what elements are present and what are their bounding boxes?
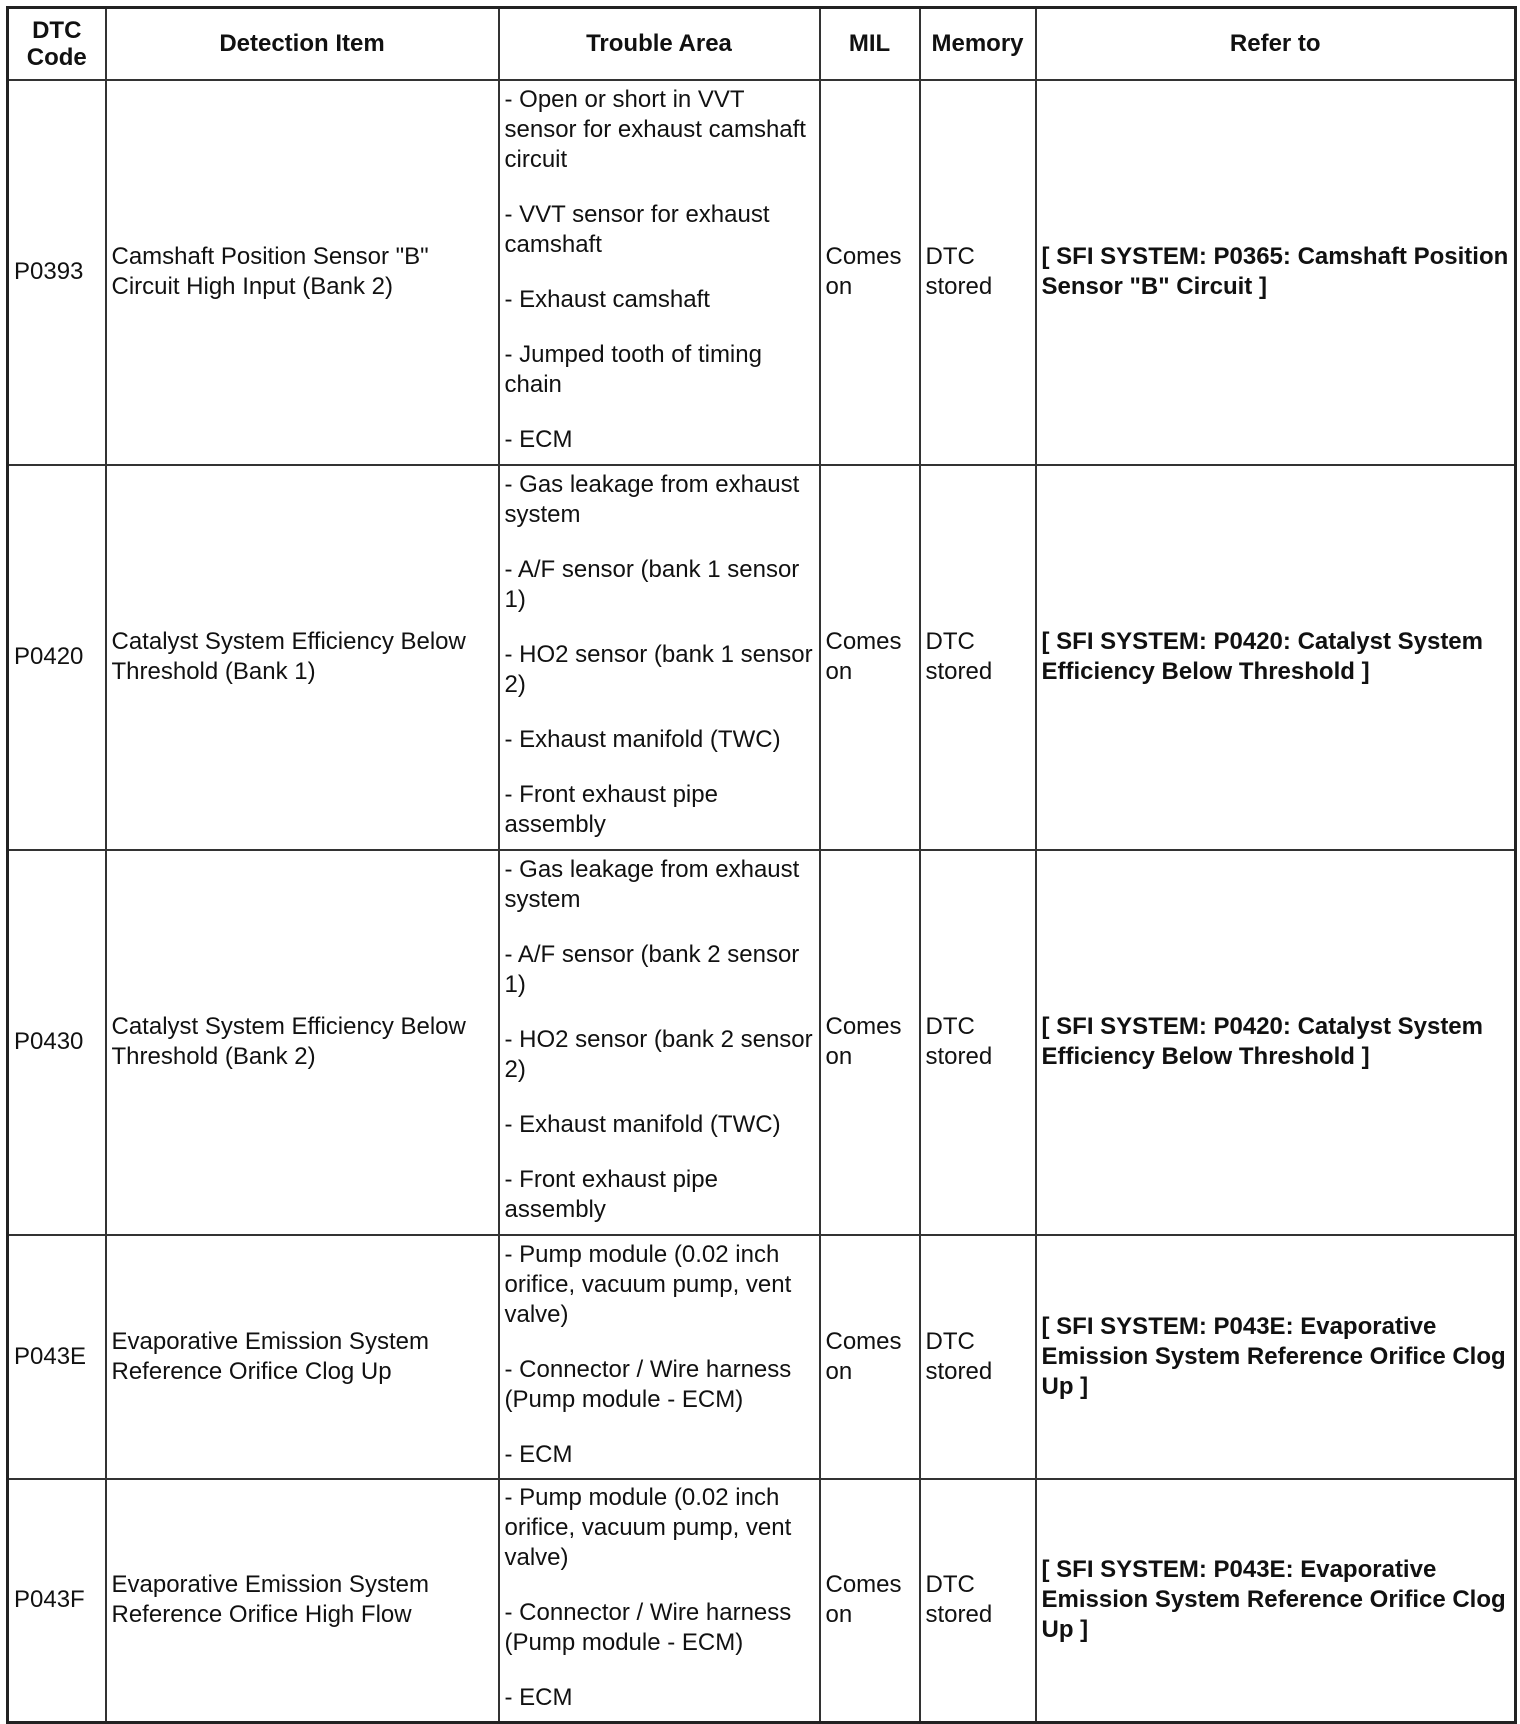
dtc-code: P043F [8, 1479, 106, 1723]
trouble-item: - Pump module (0.02 inch orifice, vacuum pump, vent valve) [504, 1240, 792, 1328]
refer-to-link[interactable]: [ SFI SYSTEM: P043E: Evaporative Emission System Reference Orifice Clog Up ] [1036, 1235, 1516, 1479]
trouble-area [499, 850, 820, 1235]
memory-status: DTC stored [920, 850, 1036, 1235]
mil-status: Comes on [820, 1479, 920, 1723]
table-row [8, 1479, 1516, 1723]
trouble-item: - A/F sensor (bank 1 sensor 1) [504, 556, 800, 613]
header-trouble-area: Trouble Area [499, 8, 820, 80]
trouble-item: - ECM [504, 1440, 573, 1468]
mil-status: Comes on [820, 850, 920, 1235]
table-row [8, 465, 1516, 850]
trouble-item: - A/F sensor (bank 2 sensor 1) [504, 941, 800, 998]
detection-item: Camshaft Position Sensor "B" Circuit High Input (Bank 2) [106, 80, 499, 465]
dtc-code: P0430 [8, 850, 106, 1235]
trouble-item: - Exhaust camshaft [504, 286, 710, 313]
dtc-code: P0393 [8, 80, 106, 465]
detection-item: Evaporative Emission System Reference Orifice High Flow [106, 1479, 499, 1723]
dtc-table [6, 6, 1517, 1724]
memory-status: DTC stored [920, 1479, 1036, 1723]
dtc-code: P043E [8, 1235, 106, 1479]
trouble-item: - Connector / Wire harness (Pump module - ECM) [504, 1599, 792, 1657]
table-row [8, 1235, 1516, 1479]
header-dtc-code: DTC Code [8, 8, 106, 80]
header-memory: Memory [920, 8, 1036, 80]
detection-item: Catalyst System Efficiency Below Threshold (Bank 1) [106, 465, 499, 850]
table-header-row [8, 8, 1516, 80]
mil-status: Comes on [820, 465, 920, 850]
trouble-item: - Gas leakage from exhaust system [504, 471, 800, 528]
trouble-item: - Front exhaust pipe assembly [504, 1166, 718, 1223]
trouble-area [499, 1479, 820, 1723]
trouble-item: - Open or short in VVT sensor for exhaust camshaft circuit [504, 86, 806, 173]
memory-status: DTC stored [920, 1235, 1036, 1479]
trouble-area [499, 465, 820, 850]
trouble-area [499, 1235, 820, 1479]
trouble-item: - Pump module (0.02 inch orifice, vacuum pump, vent valve) [504, 1484, 792, 1572]
header-refer-to: Refer to [1036, 8, 1516, 80]
refer-to-link[interactable]: [ SFI SYSTEM: P0365: Camshaft Position Sensor "B" Circuit ] [1036, 80, 1516, 465]
detection-item: Catalyst System Efficiency Below Threshold (Bank 2) [106, 850, 499, 1235]
trouble-item: - HO2 sensor (bank 2 sensor 2) [504, 1026, 813, 1083]
trouble-item: - Gas leakage from exhaust system [504, 856, 800, 913]
trouble-item: - Jumped tooth of timing chain [504, 341, 762, 398]
table-row [8, 80, 1516, 465]
mil-status: Comes on [820, 1235, 920, 1479]
trouble-item: - ECM [504, 1684, 573, 1712]
mil-status: Comes on [820, 80, 920, 465]
memory-status: DTC stored [920, 80, 1036, 465]
table-row [8, 850, 1516, 1235]
refer-to-link[interactable]: [ SFI SYSTEM: P0420: Catalyst System Efficiency Below Threshold ] [1036, 465, 1516, 850]
trouble-item: - ECM [504, 426, 573, 453]
refer-to-link[interactable]: [ SFI SYSTEM: P0420: Catalyst System Efficiency Below Threshold ] [1036, 850, 1516, 1235]
trouble-area [499, 80, 820, 465]
trouble-item: - Exhaust manifold (TWC) [504, 726, 781, 753]
header-detection-item: Detection Item [106, 8, 499, 80]
trouble-item: - VVT sensor for exhaust camshaft [504, 201, 770, 258]
header-mil: MIL [820, 8, 920, 80]
trouble-item: - Connector / Wire harness (Pump module - ECM) [504, 1355, 792, 1413]
trouble-item: - HO2 sensor (bank 1 sensor 2) [504, 641, 813, 698]
detection-item: Evaporative Emission System Reference Orifice Clog Up [106, 1235, 499, 1479]
trouble-item: - Front exhaust pipe assembly [504, 781, 718, 838]
dtc-code: P0420 [8, 465, 106, 850]
trouble-item: - Exhaust manifold (TWC) [504, 1111, 781, 1138]
memory-status: DTC stored [920, 465, 1036, 850]
refer-to-link[interactable]: [ SFI SYSTEM: P043E: Evaporative Emission System Reference Orifice Clog Up ] [1036, 1479, 1516, 1723]
